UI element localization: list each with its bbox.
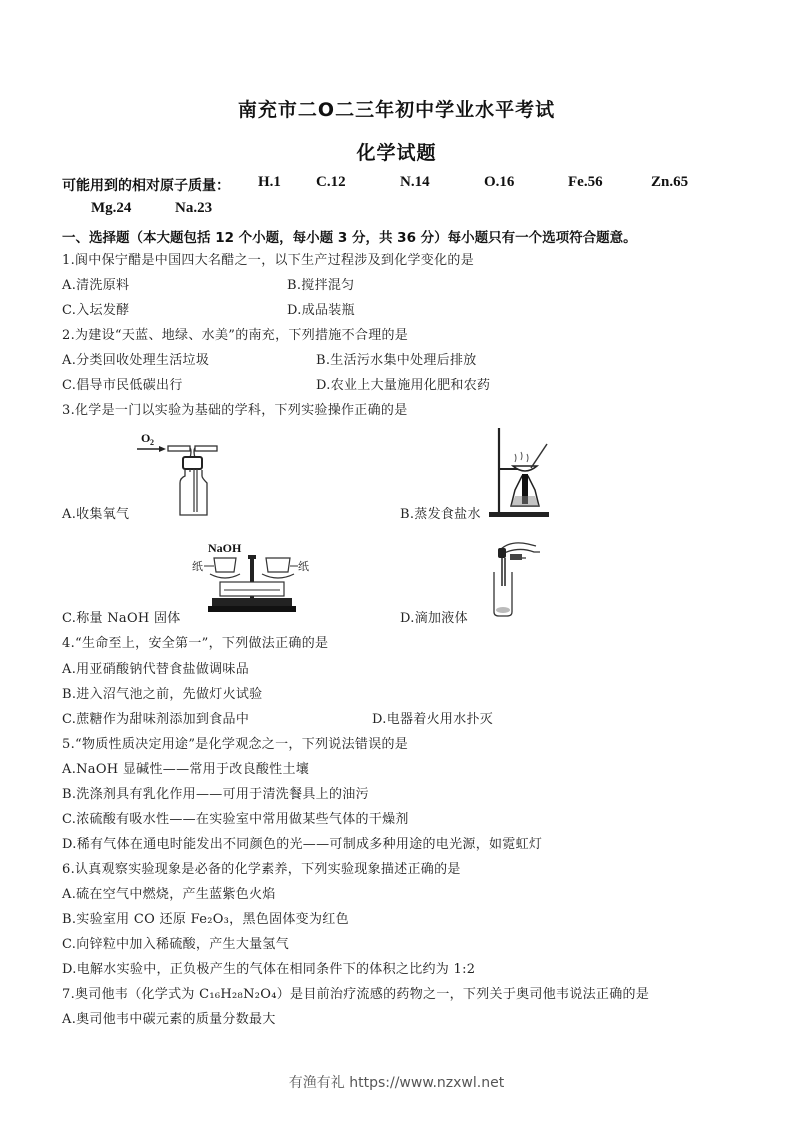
o2-subscript: 2: [150, 438, 154, 447]
question-6-option-a: A.硫在空气中燃烧，产生蓝紫色火焰: [62, 887, 276, 902]
question-3-stem: 3.化学是一门以实验为基础的学科，下列实验操作正确的是: [62, 403, 408, 418]
question-4-option-d: D.电器着火用水扑灭: [372, 712, 494, 727]
atomic-mass-mg: Mg.24: [91, 200, 132, 216]
atomic-mass-fe: Fe.56: [568, 174, 603, 190]
question-6-option-d: D.电解水实验中，正负极产生的气体在相同条件下的体积之比约为 1:2: [62, 962, 476, 977]
question-5-option-c: C.浓硫酸有吸水性——在实验室中常用做某些气体的干燥剂: [62, 812, 409, 827]
question-2-option-d: D.农业上大量施用化肥和农药: [316, 378, 491, 393]
question-5-option-b: B.洗涤剂具有乳化作用——可用于清洗餐具上的油污: [62, 787, 369, 802]
question-2-stem: 2.为建设“天蓝、地绿、水美”的南充，下列措施不合理的是: [62, 328, 409, 343]
question-4-stem: 4.“生命至上，安全第一”，下列做法正确的是: [62, 636, 329, 651]
evaporation-apparatus-figure: [485, 424, 555, 520]
question-3-option-b: B.蒸发食盐水: [400, 507, 481, 522]
question-1-option-d: D.成品装瓶: [287, 303, 355, 318]
question-7-option-a: A.奥司他韦中碳元素的质量分数最大: [62, 1012, 276, 1027]
question-1-option-b: B.搅拌混匀: [287, 278, 355, 293]
question-6-option-b: B.实验室用 CO 还原 Fe₂O₃，黑色固体变为红色: [62, 912, 349, 927]
watermark-footer: 有渔有礼 https://www.nzxwl.net: [288, 1075, 505, 1091]
question-3-option-a: A.收集氧气: [62, 507, 130, 522]
atomic-mass-label: 可能用到的相对原子质量：: [62, 178, 230, 194]
section-heading: 一、选择题（本大题包括 12 个小题，每小题 3 分，共 36 分）每小题只有一个选项符合题意。: [62, 230, 637, 246]
atomic-mass-na: Na.23: [175, 200, 213, 216]
question-4-option-c: C.蔗糖作为甜味剂添加到食品中: [62, 712, 250, 727]
question-7-stem: 7.奥司他韦（化学式为 C₁₆H₂₈N₂O₄）是目前治疗流感的药物之一，下列关于奥司他韦说法正确的是: [62, 987, 650, 1002]
atomic-mass-h: H.1: [258, 174, 281, 190]
question-6-option-c: C.向锌粒中加入稀硫酸，产生大量氢气: [62, 937, 290, 952]
question-5-option-a: A.NaOH 显碱性——常用于改良酸性土壤: [62, 762, 310, 777]
atomic-mass-c: C.12: [316, 174, 346, 190]
question-1-option-c: C.入坛发酵: [62, 303, 130, 318]
gas-collection-bottle-figure: [135, 428, 225, 520]
dropper-figure: [480, 538, 550, 618]
paper-label-right: 纸: [298, 560, 309, 573]
exam-title: 南充市二O二三年初中学业水平考试: [237, 99, 556, 121]
question-2-option-b: B.生活污水集中处理后排放: [316, 353, 477, 368]
question-1-option-a: A.清洗原料: [62, 278, 130, 293]
atomic-mass-o: O.16: [484, 174, 515, 190]
paper-label-left: 纸: [192, 560, 203, 573]
atomic-mass-zn: Zn.65: [651, 174, 689, 190]
question-3-option-c: C.称量 NaOH 固体: [62, 611, 181, 626]
question-5-option-d: D.稀有气体在通电时能发出不同颜色的光——可制成多种用途的电光源，如霓虹灯: [62, 837, 543, 852]
question-1-stem: 1.阆中保宁醋是中国四大名醋之一，以下生产过程涉及到化学变化的是: [62, 253, 475, 268]
atomic-mass-n: N.14: [400, 174, 430, 190]
question-4-option-a: A.用亚硝酸钠代替食盐做调味品: [62, 662, 250, 677]
question-5-stem: 5.“物质性质决定用途”是化学观念之一，下列说法错误的是: [62, 737, 409, 752]
balance-scale-figure: [190, 540, 315, 620]
question-4-option-b: B.进入沼气池之前，先做灯火试验: [62, 687, 263, 702]
question-2-option-a: A.分类回收处理生活垃圾: [62, 353, 210, 368]
exam-subtitle: 化学试题: [356, 142, 437, 164]
o2-label: O: [141, 431, 151, 445]
question-6-stem: 6.认真观察实验现象是必备的化学素养，下列实验现象描述正确的是: [62, 862, 461, 877]
naoh-label: NaOH: [208, 541, 242, 555]
question-3-option-d: D.滴加液体: [400, 611, 468, 626]
question-2-option-c: C.倡导市民低碳出行: [62, 378, 183, 393]
